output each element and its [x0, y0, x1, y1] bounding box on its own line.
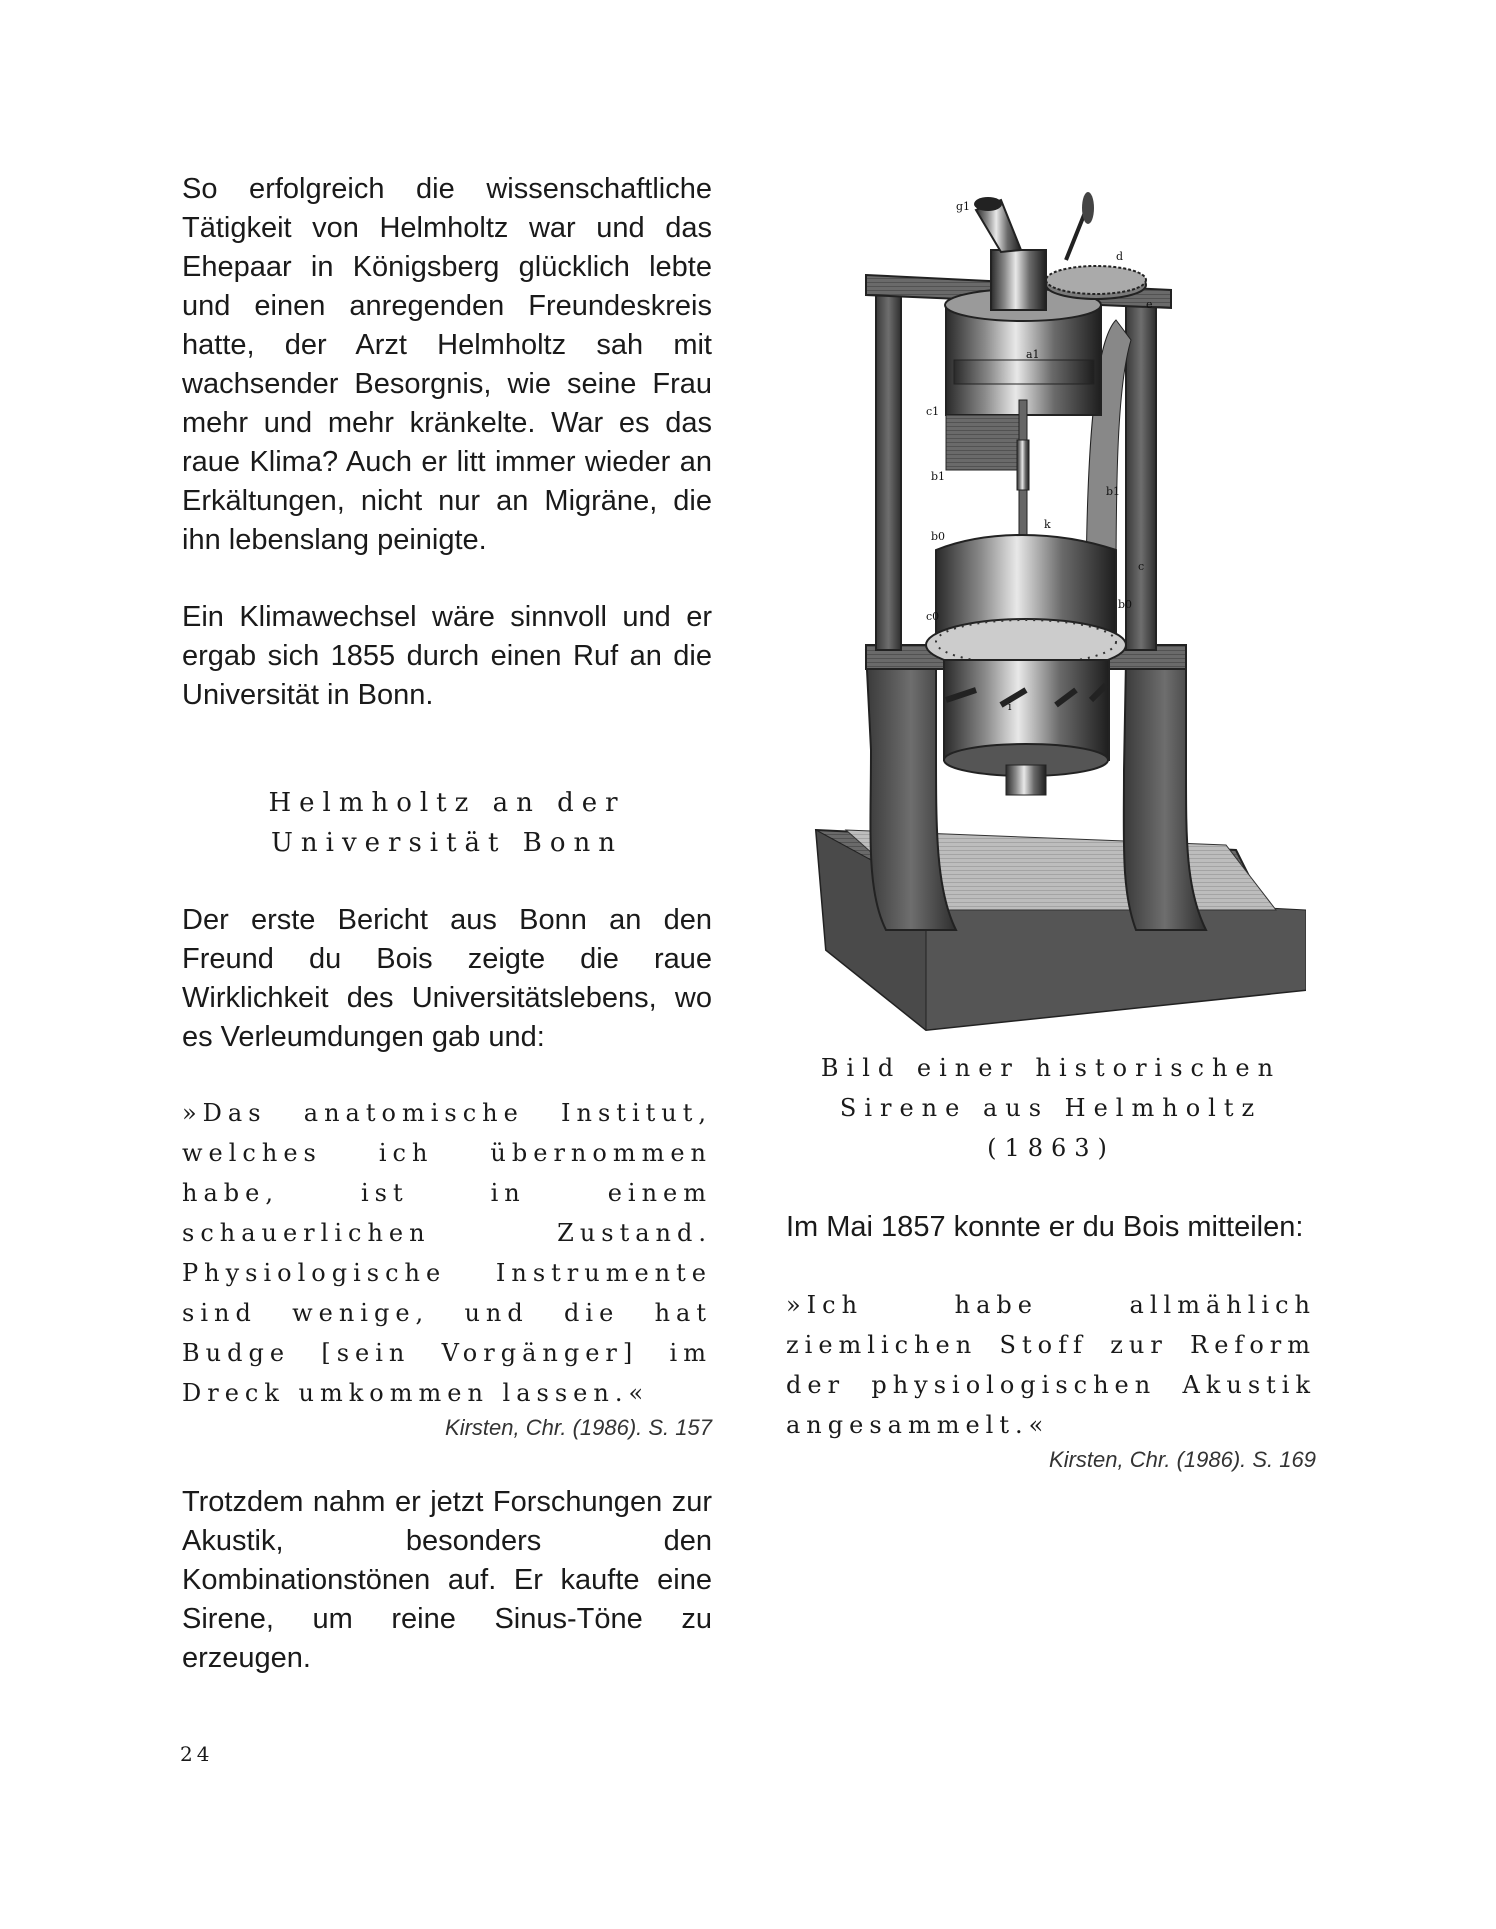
figure-label: c: [1138, 560, 1145, 573]
figure-label: g1: [956, 200, 971, 213]
figure-label: c0: [926, 610, 940, 623]
body-paragraph-2: Ein Klimawechsel wäre sinnvoll und er ergab sich 1855 durch einen Ruf an die Universität in Bonn.: [182, 601, 712, 711]
right-column: [786, 190, 1316, 1473]
left-column: [182, 170, 712, 1678]
figure-label: d: [1116, 250, 1124, 263]
figure-label: b1: [931, 470, 946, 483]
body-paragraph-4: Trotzdem nahm er jetzt Forschungen zur Akustik, besonders den Kombinationstönen auf. Er kaufte eine Sirene, um reine Sinus-Töne zu erzeugen.: [182, 1486, 712, 1674]
siren-engraving: [786, 190, 1306, 1040]
body-paragraph-1: So erfolgreich die wissenschaftliche Tätigkeit von Helmholtz war und das Ehepaar in Königsberg glücklich lebte und einen anregenden Freundeskreis hatte, der Arzt Helmholtz sah mit wachsender Besorgnis, wie seine Frau mehr und mehr kränkelte. War es das raue Klima? Auch er litt immer wieder an Erkältungen, nicht nur an Migräne, die ihn lebenslang peinigte.: [182, 173, 712, 556]
block-quote: »Das anatomische Institut, welches ich übernommen habe, ist in einem schauerlichen Zustand. Physiologische Instrumente sind wenige, und die hat Budge [sein Vorgänger] im Dreck umkommen lassen.«: [182, 1099, 712, 1407]
figure-label: e: [1146, 298, 1153, 311]
section-heading-line-1: Helmholtz an der: [268, 788, 626, 818]
right-body-paragraph: Im Mai 1857 konnte er du Bois mitteilen:: [786, 1211, 1304, 1243]
body-paragraph-3: Der erste Bericht aus Bonn an den Freund du Bois zeigte die raue Wirklichkeit des Universitätslebens, wo es Verleumdungen gab und:: [182, 904, 712, 1053]
caption-line-2: Sirene aus Helmholtz: [839, 1094, 1263, 1122]
figure-label: k: [1044, 518, 1051, 531]
figure-label: b0: [1118, 598, 1133, 611]
caption-line-1: Bild einer historischen: [820, 1054, 1282, 1082]
section-heading: [182, 783, 712, 863]
quote-citation: Kirsten, Chr. (1986). S. 157: [445, 1415, 712, 1440]
figure-caption: [786, 1048, 1316, 1168]
figure-label: c1: [926, 405, 940, 418]
right-block-quote: »Ich habe allmählich ziemlichen Stoff zur Reform der physiologischen Akustik angesammelt.«: [786, 1291, 1316, 1439]
figure-label: b1: [1106, 485, 1121, 498]
right-quote-citation: Kirsten, Chr. (1986). S. 169: [1049, 1447, 1316, 1472]
caption-line-3: (1863): [987, 1134, 1115, 1162]
figure-label: a1: [1026, 348, 1040, 361]
figure-label: i: [1008, 700, 1012, 713]
section-heading-line-2: Universität Bonn: [270, 828, 624, 858]
page-number: 24: [180, 1742, 214, 1766]
figure-label: b0: [931, 530, 946, 543]
